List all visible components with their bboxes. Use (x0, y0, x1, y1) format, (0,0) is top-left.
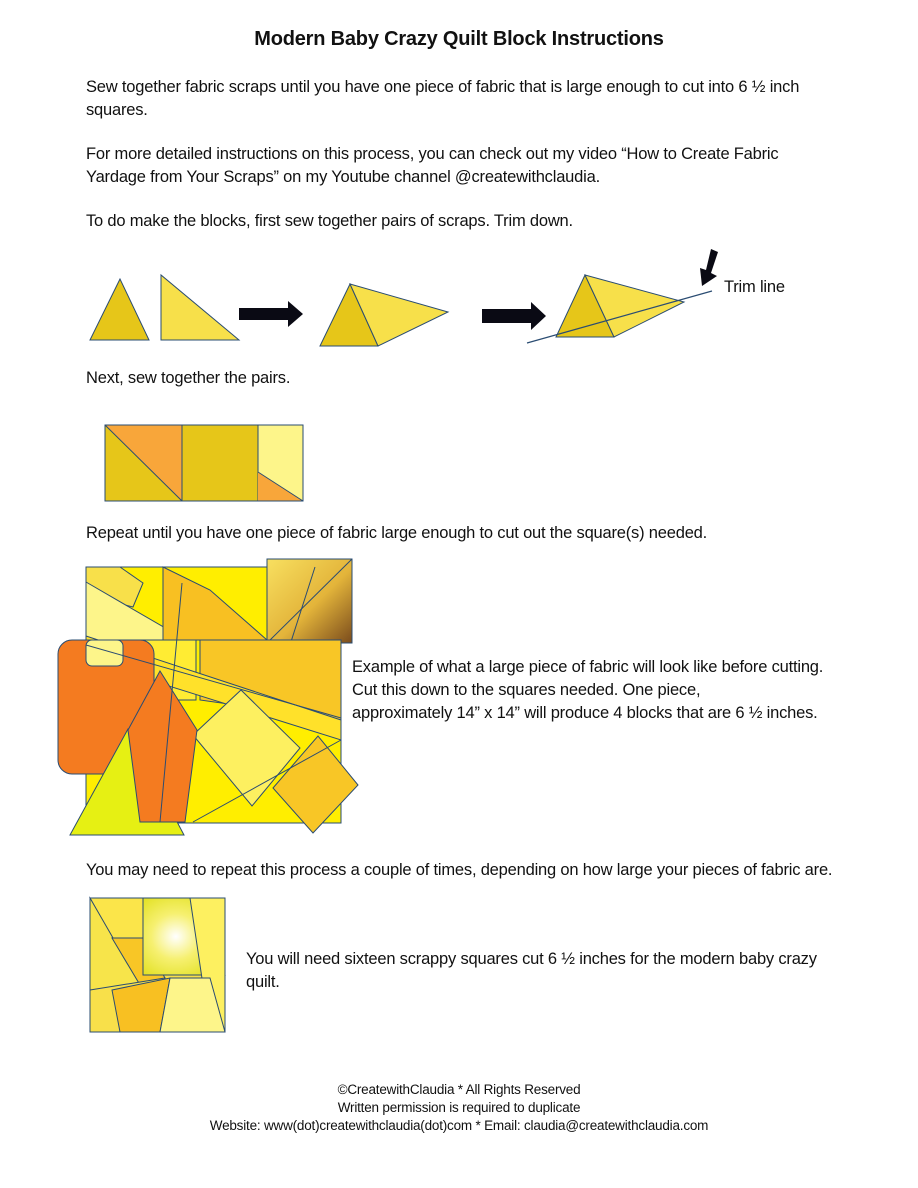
footer-permission: Written permission is required to duplicate (337, 1100, 581, 1115)
example-caption-line-3: approximately 14” x 14” will produce 4 blocks that are 6 ½ inches. (352, 704, 818, 722)
pairs-paragraph: To do make the blocks, first sew together pairs of scraps. Trim down. (86, 212, 573, 230)
sewn-pairs-strip (105, 425, 303, 501)
sew-pairs-paragraph: Next, sew together the pairs. (86, 369, 291, 387)
footer-copyright: ©CreatewithClaudia * All Rights Reserved (337, 1082, 581, 1097)
arrow-down-icon (700, 249, 718, 286)
example-caption-line-2: Cut this down to the squares needed. One piece, (352, 681, 701, 699)
arrow-right-icon (482, 302, 546, 330)
page-title: Modern Baby Crazy Quilt Block Instructions (254, 28, 664, 50)
scrap-triangle-1 (90, 279, 149, 340)
example-caption-line-1: Example of what a large piece of fabric will look like before cutting. (352, 658, 824, 676)
scrap-triangle-2 (161, 275, 239, 340)
footer-contact: Website: www(dot)createwithclaudia(dot)com * Email: claudia@createwithclaudia.com (209, 1118, 709, 1133)
finished-block (90, 898, 225, 1032)
repeat-paragraph: Repeat until you have one piece of fabric large enough to cut out the square(s) needed. (86, 524, 708, 542)
copyright-footer (0, 1081, 918, 1135)
block-caption: You will need sixteen scrappy squares cut 6 ½ inches for the modern baby crazy quilt. (246, 950, 817, 991)
intro-paragraph: Sew together fabric scraps until you have one piece of fabric that is large enough to cut into 6 ½ inch squares. (86, 78, 800, 119)
large-fabric-collage (58, 559, 358, 835)
repeat-process-paragraph: You may need to repeat this process a couple of times, depending on how large your pieces of fabric are. (86, 861, 833, 879)
example-caption (352, 656, 872, 725)
video-paragraph: For more detailed instructions on this process, you can check out my video “How to Create Fabric Yardage from Your Scraps” on my Youtube channel @createwithclaudia. (86, 145, 779, 186)
trim-line-label: Trim line (724, 278, 785, 296)
arrow-right-icon (239, 301, 303, 327)
